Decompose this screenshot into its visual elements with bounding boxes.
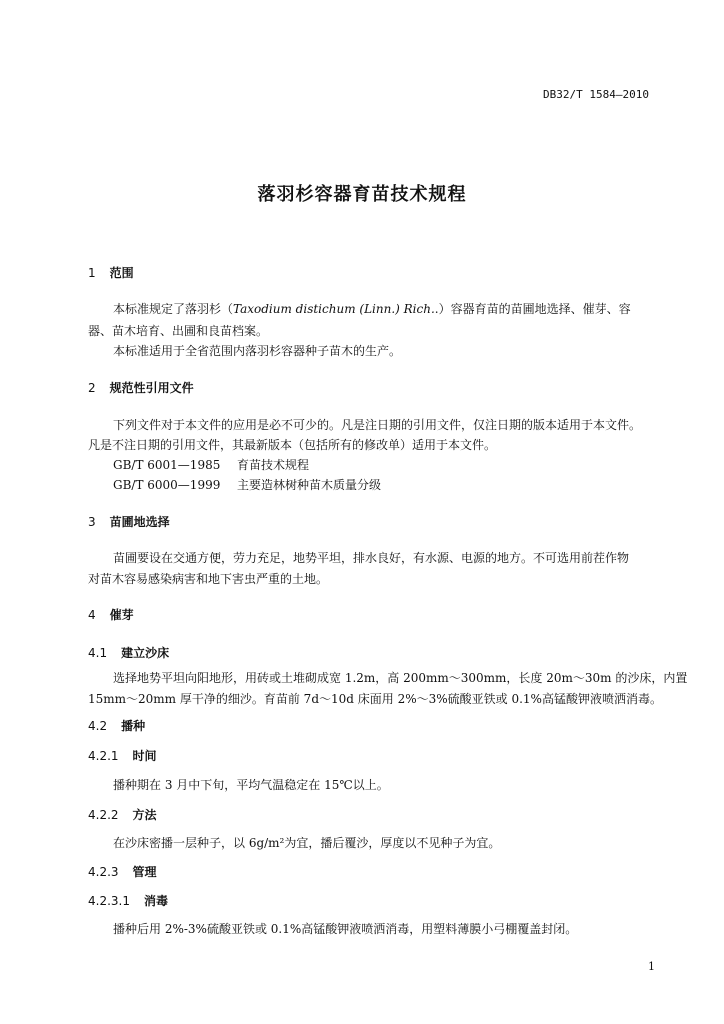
subsection-4-1-paragraph-line-1: 选择地势平坦向阳地形，用砖或土堆砌成宽 1.2m，高 200mm～300mm，长度 20m～30m 的沙床，内置 [113, 671, 688, 685]
subsection-4-2-1-paragraph: 播种期在 3 月中下旬，平均气温稳定在 15℃以上。 [113, 778, 389, 792]
reference-code: GB/T 6001—1985 [113, 458, 221, 472]
reference-name: 育苗技术规程 [237, 458, 310, 472]
section-3-paragraph-line-2: 对苗木容易感染病害和地下害虫严重的土地。 [88, 572, 329, 586]
reference-code: GB/T 6000—1999 [113, 478, 221, 492]
section-number: 4.2.3 [88, 865, 119, 879]
subsection-4-1-paragraph-line-2: 15mm～20mm 厚干净的细沙。育苗前 7d～10d 床面用 2%～3%硫酸亚铁或 0.1%高锰酸钾液喷洒消毒。 [88, 692, 662, 706]
section-2-heading [88, 379, 194, 396]
section-title: 消毒 [143, 894, 168, 908]
reference-item [113, 456, 309, 473]
latin-name: Taxodium distichum (Linn.) Rich. [233, 302, 435, 316]
subsection-4-2-3-1-paragraph: 播种后用 2%-3%硫酸亚铁或 0.1%高锰酸钾液喷洒消毒，用塑料薄膜小弓棚覆盖封闭。 [113, 922, 578, 936]
page-title: 落羽杉容器育苗技术规程 [257, 184, 467, 205]
section-1-paragraph-2: 本标准适用于全省范围内落羽杉容器种子苗木的生产。 [113, 344, 402, 358]
section-title: 播种 [121, 719, 146, 733]
section-number: 4.2.2 [88, 808, 119, 822]
document-code: DB32/T 1584—2010 [543, 88, 649, 101]
section-1-paragraph-1-cont: 器、苗木培育、出圃和良苗档案。 [88, 324, 269, 338]
section-2-paragraph-line-2: 凡是不注日期的引用文件，其最新版本（包括所有的修改单）适用于本文件。 [88, 438, 497, 452]
subsection-4-2-heading [88, 717, 145, 734]
subsection-4-1-heading [88, 644, 169, 661]
section-title: 方法 [132, 808, 157, 822]
section-number: 4.2 [88, 719, 108, 733]
section-number: 1 [88, 266, 96, 280]
section-number: 3 [88, 515, 96, 529]
page-number: 1 [648, 960, 655, 973]
section-1-heading [88, 264, 134, 281]
text-run: .）容器育苗的苗圃地选择、催芽、容 [434, 302, 631, 316]
section-title: 建立沙床 [121, 646, 170, 660]
subsection-4-2-3-heading [88, 863, 157, 880]
reference-item [113, 476, 381, 493]
section-4-heading [88, 606, 134, 623]
subsection-4-2-1-heading [88, 747, 157, 764]
section-number: 4.2.3.1 [88, 894, 130, 908]
subsection-4-2-2-paragraph: 在沙床密播一层种子，以 6g/m²为宜，播后覆沙，厚度以不见种子为宜。 [113, 836, 501, 850]
section-number: 4 [88, 608, 96, 622]
section-number: 4.2.1 [88, 749, 119, 763]
section-3-heading [88, 513, 170, 530]
section-title: 催芽 [109, 608, 134, 622]
section-2-paragraph-line-1: 下列文件对于本文件的应用是必不可少的。凡是注日期的引用文件，仅注日期的版本适用于本文件。 [113, 418, 642, 432]
section-title: 苗圃地选择 [109, 515, 170, 529]
reference-name: 主要造林树种苗木质量分级 [237, 478, 382, 492]
section-title: 规范性引用文件 [109, 381, 194, 395]
section-number: 2 [88, 381, 96, 395]
section-title: 时间 [132, 749, 157, 763]
subsection-4-2-2-heading [88, 806, 157, 823]
section-number: 4.1 [88, 646, 108, 660]
section-3-paragraph-line-1: 苗圃要设在交通方便，劳力充足，地势平坦，排水良好，有水源、电源的地方。不可选用前茬作物 [113, 551, 630, 565]
section-title: 管理 [132, 865, 157, 879]
section-title: 范围 [109, 266, 134, 280]
text-run: 本标准规定了落羽杉（ [113, 302, 234, 316]
subsection-4-2-3-1-heading [88, 892, 168, 909]
section-1-paragraph-1 [113, 300, 685, 317]
